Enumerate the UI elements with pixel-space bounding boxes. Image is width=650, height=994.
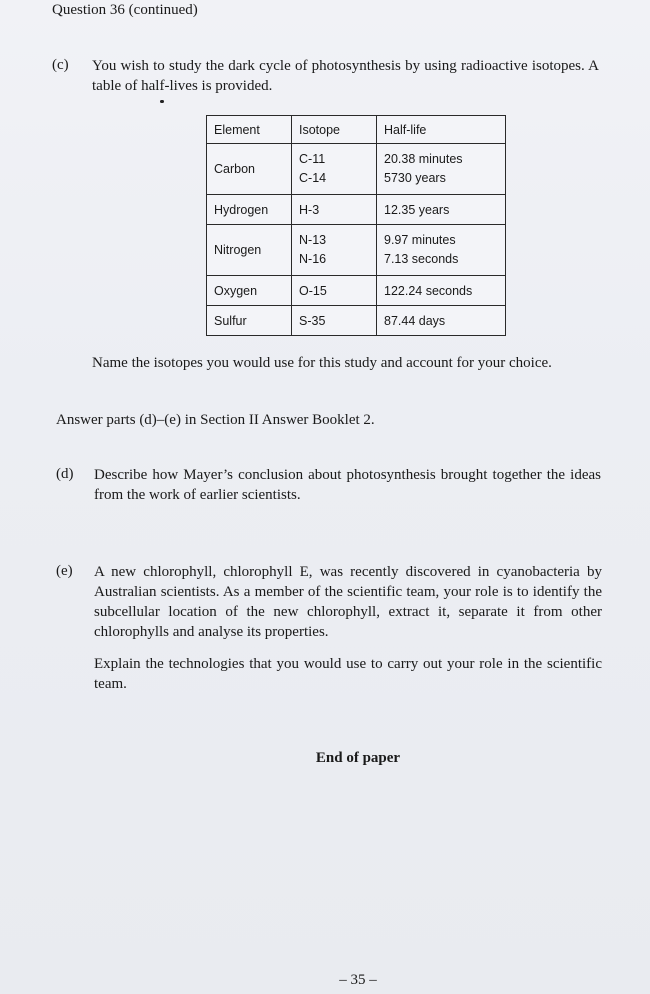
isotope-cell: S-35 [292, 306, 377, 336]
part-c-question: Name the isotopes you would use for this study and account for your choice. [92, 355, 552, 371]
question-continued-header: Question 36 (continued) [52, 2, 198, 18]
table-header-half-life: Half-life [377, 116, 506, 144]
end-of-paper: End of paper [315, 750, 401, 766]
element-cell: Sulfur [207, 306, 292, 336]
half-life-cell [377, 225, 506, 276]
table-row [207, 276, 506, 306]
table-header-element: Element [207, 116, 292, 144]
element-cell: Nitrogen [207, 225, 292, 276]
isotope-cell [292, 225, 377, 276]
isotope-value: N-13 [299, 233, 327, 247]
table-row [207, 195, 506, 225]
ink-speck [160, 100, 164, 103]
isotope-cell [292, 144, 377, 195]
element-cell: Oxygen [207, 276, 292, 306]
isotope-value: N-16 [299, 252, 327, 266]
table-row [207, 306, 506, 336]
half-life-cell: 12.35 years [377, 195, 506, 225]
half-life-table [206, 115, 506, 336]
answer-booklet-instruction: Answer parts (d)–(e) in Section II Answer Booklet 2. [56, 412, 375, 428]
element-cell: Hydrogen [207, 195, 292, 225]
part-e-text: A new chlorophyll, chlorophyll E, was recently discovered in cyanobacteria by Australian scientists. As a member of the scientific team, your role is to identify the subcellular location of the new chlorophyll, extract it, separate it from other chlorophylls and analyse its properties. [94, 564, 602, 640]
table-header-isotope: Isotope [292, 116, 377, 144]
isotope-cell: O-15 [292, 276, 377, 306]
part-e-label: (e) [56, 563, 73, 579]
isotope-cell: H-3 [292, 195, 377, 225]
half-life-value: 7.13 seconds [384, 252, 459, 266]
half-life-value: 20.38 minutes [384, 152, 463, 166]
table-row [207, 144, 506, 195]
part-c-text: You wish to study the dark cycle of photosynthesis by using radioactive isotopes. A table of half-lives is provided. [92, 58, 599, 94]
element-cell: Carbon [207, 144, 292, 195]
page-number: – 35 – [339, 972, 377, 988]
half-life-cell: 87.44 days [377, 306, 506, 336]
half-life-value: 5730 years [384, 171, 446, 185]
half-life-value: 9.97 minutes [384, 233, 456, 247]
part-d-text: Describe how Mayer’s conclusion about photosynthesis brought together the ideas from the work of earlier scientists. [94, 467, 601, 503]
isotope-value: C-14 [299, 171, 327, 185]
part-d-label: (d) [56, 466, 74, 482]
table-header-row [207, 116, 506, 144]
isotope-value: C-11 [299, 152, 326, 166]
half-life-cell [377, 144, 506, 195]
part-e-question: Explain the technologies that you would use to carry out your role in the scientific team. [94, 656, 602, 692]
half-life-cell: 122.24 seconds [377, 276, 506, 306]
table-row [207, 225, 506, 276]
part-c-label: (c) [52, 57, 69, 73]
